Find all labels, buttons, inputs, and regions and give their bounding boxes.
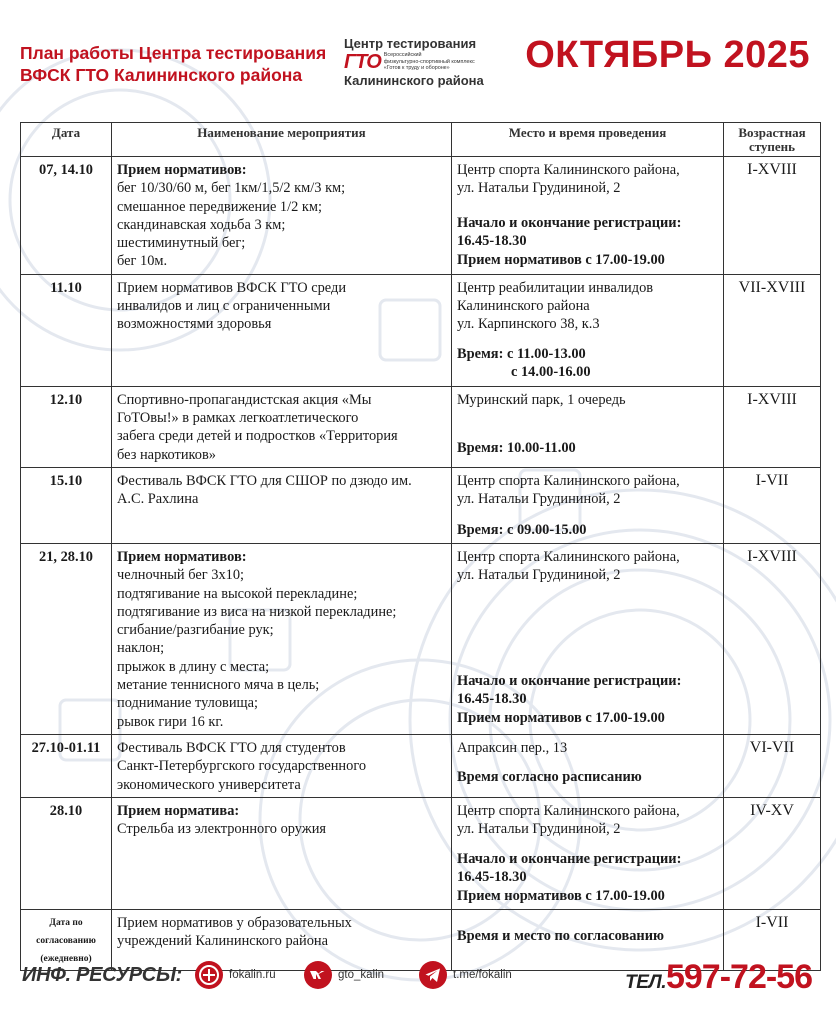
event-line: бег 10/30/60 м, бег 1км/1,5/2 км/3 км;: [117, 180, 346, 197]
event-line: сгибание/разгибание рук;: [117, 622, 274, 639]
event-title: Прием норматива:: [117, 802, 240, 819]
time-line: Прием нормативов с 17.00-19.00: [457, 709, 665, 726]
row-age-level: VII-XVIII: [724, 274, 821, 386]
row-age-level: IV-XV: [724, 797, 821, 909]
logo-gto-mark: ГТО: [344, 51, 381, 73]
event-title: Прием нормативов:: [117, 162, 247, 178]
row-event: [112, 543, 452, 734]
resource-vk[interactable]: [303, 960, 384, 990]
logo-top-text: Центр тестирования: [344, 36, 477, 51]
row-date: 21, 28.10: [21, 543, 112, 734]
row-date: 28.10: [21, 797, 112, 909]
event-line: челночный бег 3х10;: [117, 567, 245, 584]
time-line: 16.45-18.30: [457, 233, 527, 250]
row-date: 15.10: [21, 467, 112, 543]
event-line: подтягивание из виса на низкой перекладине;: [117, 603, 397, 620]
row-event: [112, 734, 452, 797]
row-age-level: I-VII: [724, 909, 821, 970]
time-line: Время: с 09.00-15.00: [457, 521, 587, 538]
place-line: ул. Натальи Грудининой, 2: [457, 567, 621, 584]
event-line: А.С. Рахлина: [117, 491, 199, 508]
time-line: Время согласно расписанию: [457, 768, 642, 785]
row-date: 07, 14.10: [21, 157, 112, 275]
info-resources-label: ИНФ. РЕСУРСЫ:: [22, 964, 183, 986]
event-line: подтягивание на высокой перекладине;: [117, 585, 358, 602]
column-header-event: Наименование мероприятия: [112, 123, 452, 157]
row-age-level: I-XVIII: [724, 386, 821, 467]
page-footer: [0, 948, 836, 1024]
event-line: метание теннисного мяча в цель;: [117, 677, 320, 694]
time-line: Время: 10.00-11.00: [457, 440, 576, 457]
place-line: Центр спорта Калининского района,: [457, 548, 680, 565]
website-link[interactable]: fokalin.ru: [229, 969, 276, 981]
column-header-date: Дата: [21, 123, 112, 157]
row-age-level: I-VII: [724, 467, 821, 543]
time-line: 16.45-18.30: [457, 691, 527, 708]
table-row: [21, 274, 821, 386]
phone-number: 597-72-56: [665, 958, 812, 996]
resource-website[interactable]: [194, 960, 276, 990]
column-header-age: Возрастная ступень: [724, 123, 821, 157]
vk-icon: [303, 960, 333, 990]
page-header: [0, 0, 836, 118]
logo-bottom-text: Калининского района: [344, 73, 484, 88]
place-line: Центр спорта Калининского района,: [457, 162, 680, 178]
gto-center-logo: [344, 36, 504, 96]
time-line: Прием нормативов с 17.00-19.00: [457, 251, 665, 268]
table-row: [21, 157, 821, 275]
event-line: смешанное передвижение 1/2 км;: [117, 198, 323, 215]
row-place: [452, 274, 724, 386]
event-line: без наркотиков»: [117, 446, 216, 463]
event-line: рывок гири 16 кг.: [117, 713, 224, 730]
row-date: Дата по согласованию (ежедневно): [21, 909, 112, 970]
event-line: бег 10м.: [117, 253, 168, 270]
event-line: ГоТОвы!» в рамках легкоатлетического: [117, 410, 359, 427]
table-row: [21, 467, 821, 543]
event-title: Прием нормативов:: [117, 548, 247, 565]
event-line: Спортивно-пропагандистская акция «Мы: [117, 391, 372, 408]
row-event: [112, 386, 452, 467]
row-place: [452, 157, 724, 275]
time-line: Время: с 11.00-13.00: [457, 346, 586, 363]
place-line: ул. Натальи Грудининой, 2: [457, 180, 621, 197]
row-event: [112, 157, 452, 275]
resource-telegram[interactable]: [418, 960, 512, 990]
row-place: [452, 797, 724, 909]
row-place: [452, 734, 724, 797]
place-line: Центр реабилитации инвалидов: [457, 279, 654, 296]
contact-phone: [625, 958, 812, 997]
event-line: Прием нормативов у образовательных: [117, 914, 352, 931]
event-line: поднимание туловища;: [117, 695, 258, 712]
time-line: Начало и окончание регистрации:: [457, 850, 682, 867]
table-row: [21, 386, 821, 467]
time-line: Начало и окончание регистрации:: [457, 673, 682, 690]
event-line: шестиминутный бег;: [117, 235, 246, 252]
event-line: скандинавская ходьба 3 км;: [117, 216, 286, 233]
column-header-place: Место и время проведения: [452, 123, 724, 157]
event-line: экономического университета: [117, 776, 301, 793]
event-line: Стрельба из электронного оружия: [117, 821, 327, 838]
table-row: [21, 543, 821, 734]
vk-link[interactable]: gto_kalin: [338, 969, 385, 981]
row-place: [452, 467, 724, 543]
row-date: 12.10: [21, 386, 112, 467]
row-event: [112, 274, 452, 386]
event-line: Прием нормативов ВФСК ГТО среди: [117, 279, 347, 296]
place-line: Центр спорта Калининского района,: [457, 472, 680, 489]
place-line: Муринский парк, 1 очередь: [457, 391, 626, 408]
time-line: Прием нормативов с 17.00-19.00: [457, 887, 665, 904]
logo-subtitle: Всероссийский физкультурно-спортивный комплекс «Готов к труду и обороне»: [383, 52, 475, 72]
telegram-link[interactable]: t.me/fokalin: [453, 969, 512, 981]
telegram-icon: [418, 960, 448, 990]
place-line: Апраксин пер., 13: [457, 739, 568, 756]
event-line: возможностями здоровья: [117, 316, 272, 333]
event-line: наклон;: [117, 640, 165, 657]
table-row: [21, 734, 821, 797]
event-line: инвалидов и лиц с ограниченными: [117, 298, 331, 315]
plan-title: План работы Центра тестирования ВФСК ГТО Калининского района: [20, 43, 327, 85]
row-date: 11.10: [21, 274, 112, 386]
row-event: [112, 467, 452, 543]
row-event: [112, 797, 452, 909]
event-line: Фестиваль ВФСК ГТО для СШОР по дзюдо им.: [117, 472, 412, 489]
event-line: забега среди детей и подростков «Территория: [117, 428, 398, 445]
row-place: [452, 386, 724, 467]
row-age-level: VI-VII: [724, 734, 821, 797]
event-line: Санкт-Петербургского государственного: [117, 758, 367, 775]
place-line: Центр спорта Калининского района,: [457, 802, 680, 819]
schedule-table: [20, 122, 821, 971]
row-place: [452, 543, 724, 734]
place-line: ул. Карпинского 38, к.3: [457, 316, 600, 333]
place-line: ул. Натальи Грудининой, 2: [457, 491, 621, 508]
row-age-level: I-XVIII: [724, 157, 821, 275]
table-row: [21, 797, 821, 909]
time-line: Время и место по согласованию: [457, 927, 664, 944]
month-title: ОКТЯБРЬ 2025: [525, 34, 810, 76]
time-line: 16.45-18.30: [457, 869, 527, 886]
row-date: 27.10-01.11: [21, 734, 112, 797]
gto-emblem-icon: [194, 960, 224, 990]
row-age-level: I-XVIII: [724, 543, 821, 734]
table-header-row: [21, 123, 821, 157]
event-line: учреждений Калининского района: [117, 933, 329, 950]
event-line: прыжок в длину с места;: [117, 658, 270, 675]
event-line: Фестиваль ВФСК ГТО для студентов: [117, 739, 346, 756]
place-line: ул. Натальи Грудининой, 2: [457, 821, 621, 838]
phone-label: ТЕЛ.: [625, 972, 666, 993]
time-line: Начало и окончание регистрации:: [457, 215, 682, 232]
time-line: с 14.00-16.00: [511, 364, 591, 381]
place-line: Калининского района: [457, 298, 590, 315]
